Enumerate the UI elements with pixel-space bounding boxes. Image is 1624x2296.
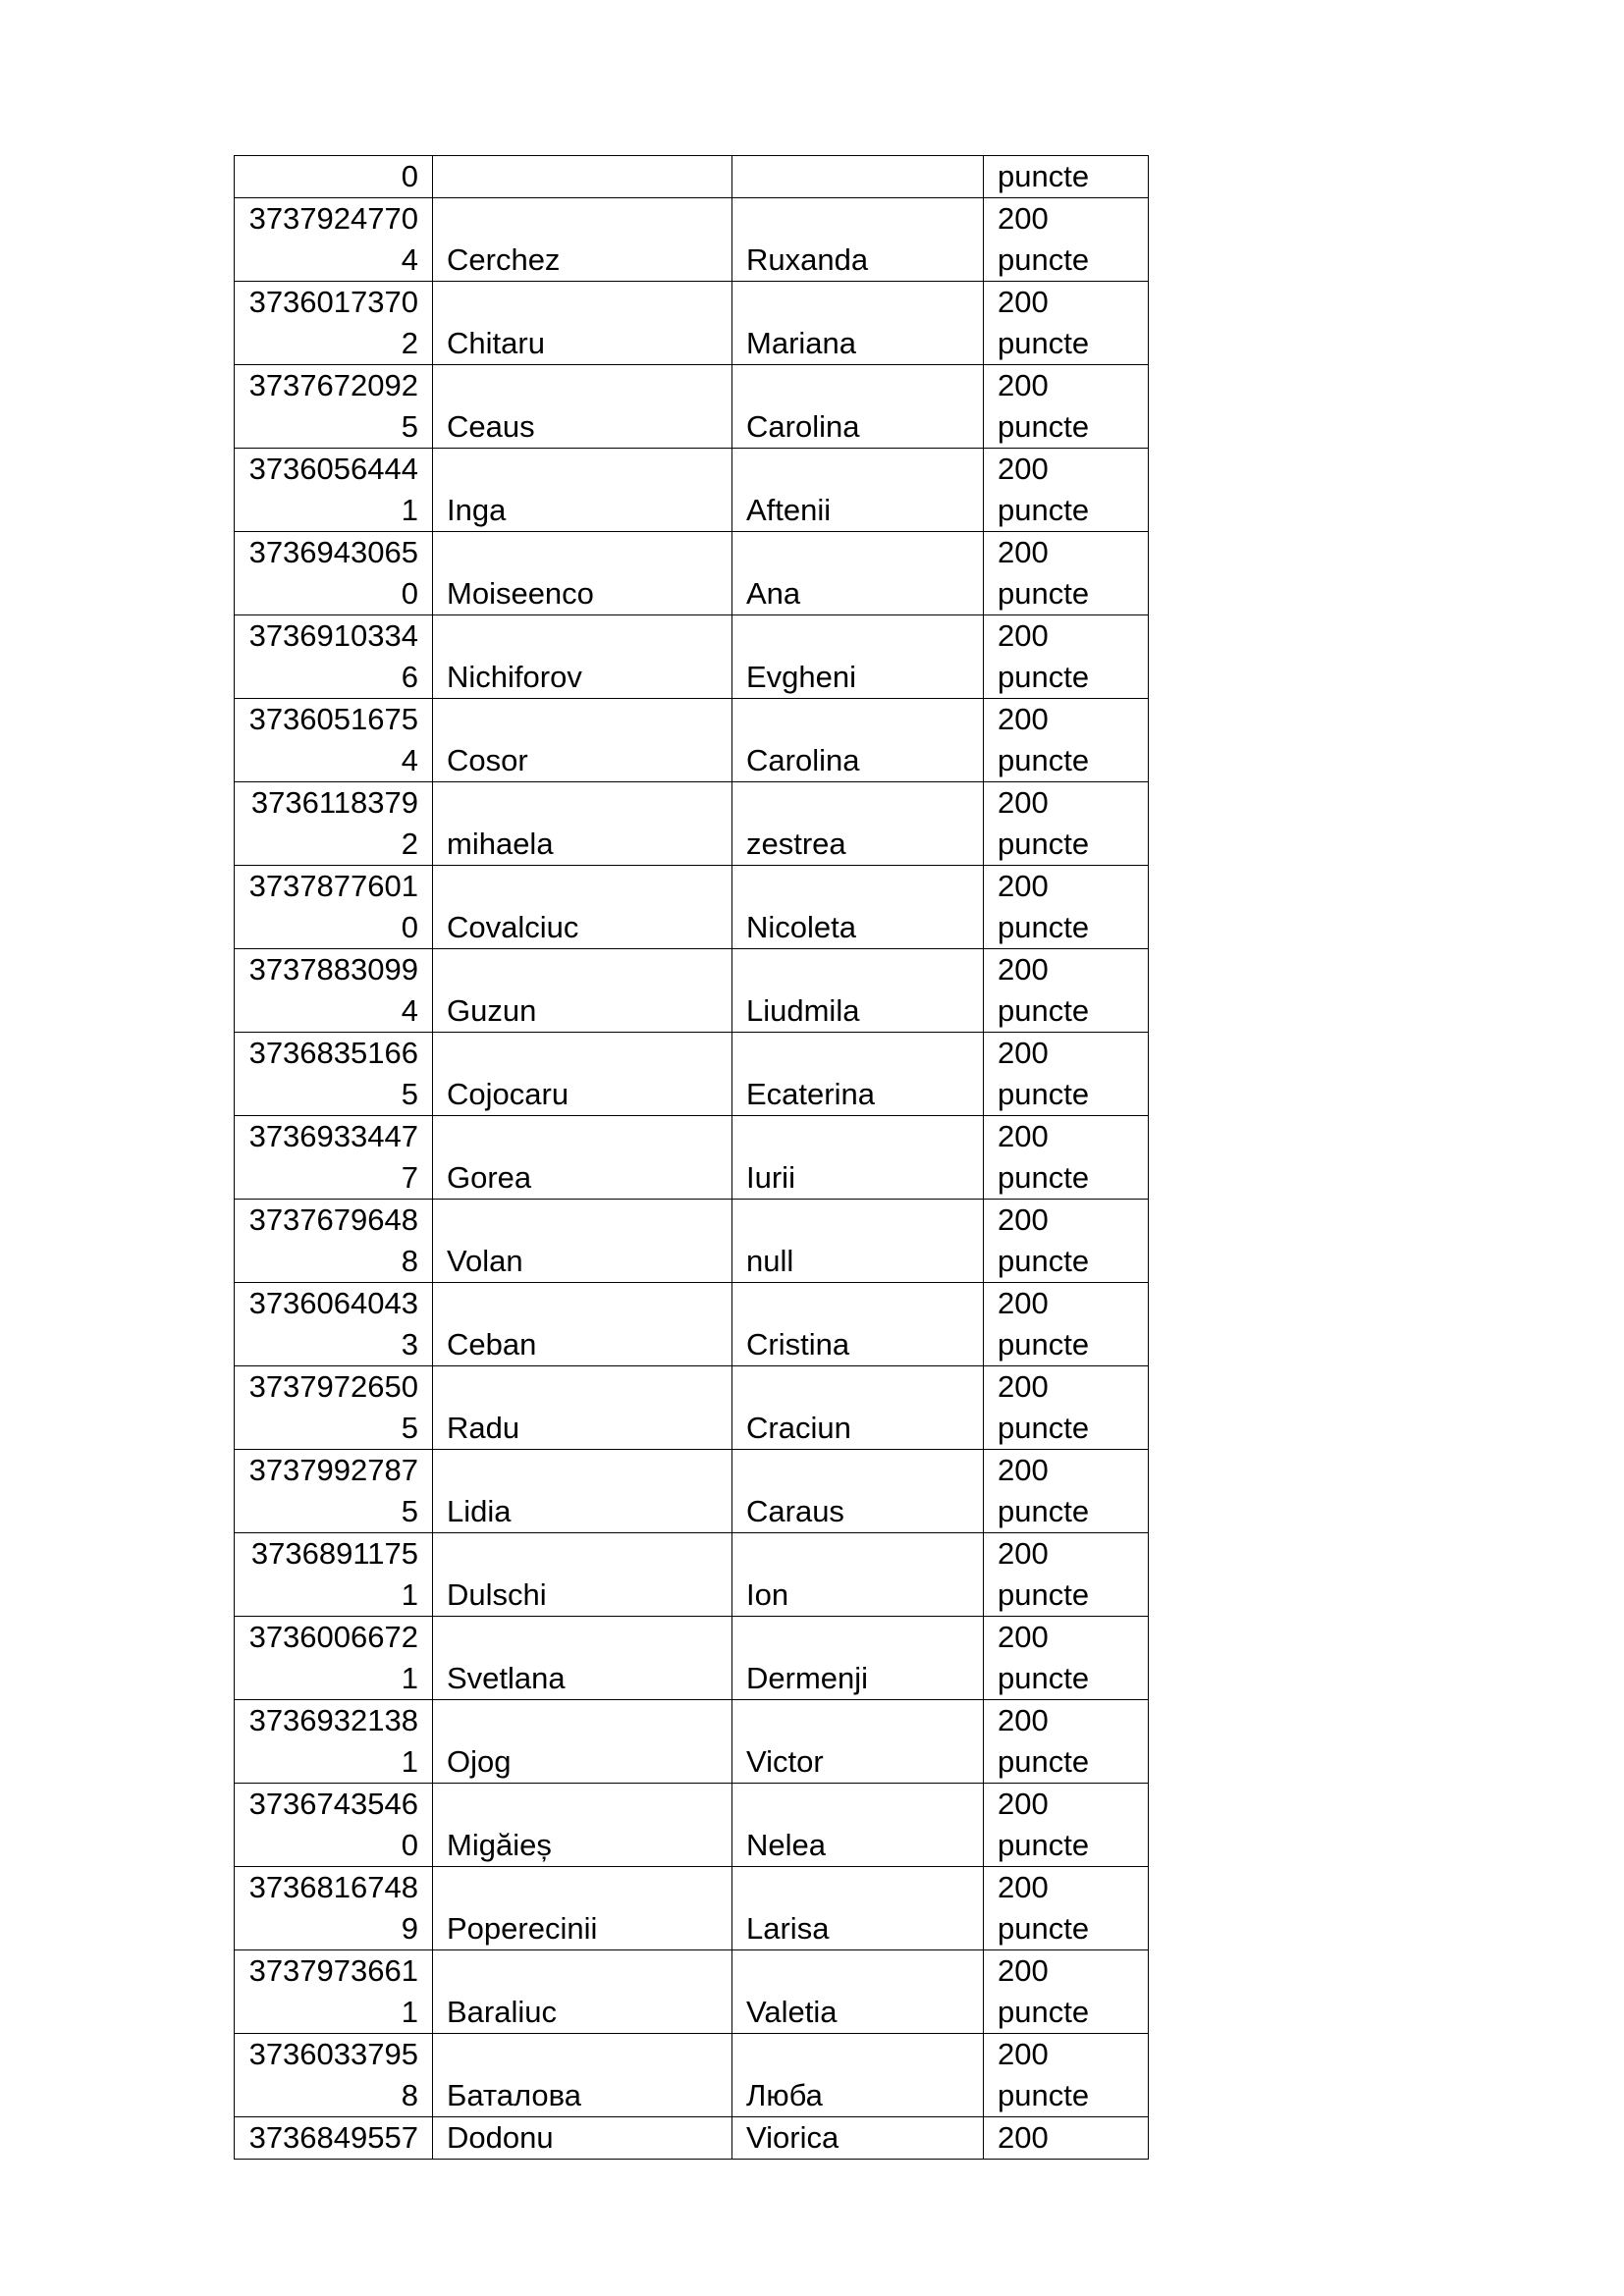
first-name-cell [732,449,984,532]
table-row [235,615,1149,699]
first-name-cell-text: Larisa [746,1911,830,1946]
points-cell-text: puncte [998,1327,1090,1362]
points-cell-text: 200 [998,702,1049,736]
table-row [235,198,1149,282]
first-name-cell [732,532,984,615]
phone-cell [235,1200,433,1283]
points-cell [984,2117,1149,2160]
first-name-cell [732,2034,984,2117]
points-cell [984,2034,1149,2117]
points-cell-text: puncte [998,1077,1090,1111]
last-name-cell [433,1366,732,1450]
table-row [235,532,1149,615]
points-cell [984,1533,1149,1617]
phone-cell [235,1283,433,1366]
points-cell-text: puncte [998,827,1090,861]
first-name-cell-text: Ecaterina [746,1077,875,1111]
points-cell-text: puncte [998,743,1090,777]
last-name-cell-text: Svetlana [447,1661,566,1695]
points-cell-text: 200 [998,1036,1049,1070]
table-row [235,1950,1149,2034]
first-name-cell [732,1283,984,1366]
table-row [235,1700,1149,1784]
phone-cell-text: 3737924770 [248,201,418,236]
phone-cell [235,949,433,1033]
points-cell [984,1033,1149,1116]
first-name-cell-text: zestrea [746,827,846,861]
phone-cell-text: 1 [401,1995,418,2029]
points-cell-text: puncte [998,1577,1090,1612]
phone-cell-text: 3736849557 [248,2120,418,2155]
phone-cell [235,532,433,615]
last-name-cell [433,1033,732,1116]
phone-cell-text: 3736943065 [248,535,418,569]
first-name-cell [732,1950,984,2034]
phone-cell [235,1950,433,2034]
phone-cell [235,866,433,949]
points-cell-text: puncte [998,493,1090,527]
last-name-cell [433,2117,732,2160]
phone-cell-text: 4 [401,993,418,1028]
phone-cell-text: 8 [401,2078,418,2112]
first-name-cell-text: Caraus [746,1494,844,1528]
phone-cell [235,2034,433,2117]
phone-cell-text: 1 [401,493,418,527]
phone-cell-text: 3736017370 [248,285,418,319]
table-row [235,282,1149,365]
points-cell-text: 200 [998,1870,1049,1904]
first-name-cell-text: Cristina [746,1327,850,1362]
phone-cell-text: 3737973661 [248,1953,418,1988]
table-row [235,1784,1149,1867]
phone-cell [235,2117,433,2160]
points-cell-text: 200 [998,952,1049,987]
first-name-cell [732,1366,984,1450]
last-name-cell-text: Баталова [447,2078,582,2112]
last-name-cell [433,1867,732,1950]
points-cell-text: puncte [998,242,1090,277]
last-name-cell-text: Baraliuc [447,1995,557,2029]
phone-cell-text: 2 [401,827,418,861]
points-cell-text: puncte [998,1494,1090,1528]
phone-cell-text: 1 [401,1577,418,1612]
last-name-cell [433,615,732,699]
points-cell [984,1617,1149,1700]
last-name-cell [433,1450,732,1533]
phone-cell [235,1450,433,1533]
table-row [235,1450,1149,1533]
phone-cell-text: 3737883099 [248,952,418,987]
points-cell-text: puncte [998,576,1090,611]
points-cell-text: 200 [998,1620,1049,1654]
phone-cell [235,1116,433,1200]
points-cell-text: puncte [998,1244,1090,1278]
last-name-cell [433,198,732,282]
first-name-cell [732,1867,984,1950]
points-cell [984,282,1149,365]
points-cell-text: 200 [998,869,1049,903]
points-cell-text: 200 [998,452,1049,486]
last-name-cell-text: Ceaus [447,409,535,444]
points-cell-text: puncte [998,2078,1090,2112]
table-row [235,1116,1149,1200]
points-cell [984,782,1149,866]
phone-cell-text: 8 [401,1244,418,1278]
last-name-cell-text: Inga [447,493,507,527]
first-name-cell-text: Nelea [746,1828,826,1862]
phone-cell [235,782,433,866]
last-name-cell [433,156,732,198]
table-row [235,949,1149,1033]
phone-cell-text: 3736064043 [248,1286,418,1320]
points-cell-text: puncte [998,910,1090,944]
phone-cell-text: 6 [401,660,418,694]
last-name-cell-text: Cerchez [447,242,561,277]
points-cell-text: puncte [998,1911,1090,1946]
first-name-cell [732,1200,984,1283]
last-name-cell-text: Ceban [447,1327,537,1362]
first-name-cell [732,1033,984,1116]
points-cell [984,198,1149,282]
last-name-cell-text: Dulschi [447,1577,547,1612]
phone-cell [235,699,433,782]
phone-cell-text: 2 [401,326,418,360]
first-name-cell-text: Valetia [746,1995,838,2029]
table-row [235,2034,1149,2117]
table-row [235,2117,1149,2160]
last-name-cell [433,949,732,1033]
phone-cell-text: 3736118379 [250,785,418,820]
phone-cell [235,1533,433,1617]
first-name-cell-text: Victor [746,1744,824,1779]
first-name-cell-text: Люба [746,2078,823,2112]
phone-cell-text: 3736743546 [248,1787,418,1821]
points-cell-text: 200 [998,1369,1049,1404]
first-name-cell [732,615,984,699]
points-cell-text: puncte [998,660,1090,694]
phone-cell [235,615,433,699]
phone-cell-text: 4 [401,242,418,277]
last-name-cell [433,1617,732,1700]
points-cell-text: 200 [998,1703,1049,1737]
points-cell-text: 200 [998,785,1049,820]
last-name-cell-text: Cosor [447,743,528,777]
first-name-cell-text: null [746,1244,794,1278]
table-row [235,365,1149,449]
points-cell-text: 200 [998,1286,1049,1320]
last-name-cell [433,449,732,532]
table-row [235,699,1149,782]
phone-cell [235,1617,433,1700]
points-cell-text: puncte [998,1411,1090,1445]
first-name-cell [732,365,984,449]
last-name-cell-text: mihaela [447,827,554,861]
last-name-cell-text: Guzun [447,993,537,1028]
points-cell-text: 200 [998,618,1049,653]
first-name-cell-text: Liudmila [746,993,860,1028]
first-name-cell [732,1784,984,1867]
last-name-cell-text: Cojocaru [447,1077,569,1111]
phone-cell [235,1700,433,1784]
points-cell [984,1700,1149,1784]
points-cell-text: puncte [998,1828,1090,1862]
points-cell-text: puncte [998,159,1090,193]
points-cell [984,1450,1149,1533]
points-cell [984,866,1149,949]
last-name-cell-text: Gorea [447,1160,532,1195]
phone-cell [235,198,433,282]
phone-cell [235,365,433,449]
first-name-cell-text: Aftenii [746,493,832,527]
table-row [235,1867,1149,1950]
points-cell-text: puncte [998,1661,1090,1695]
phone-cell-text: 0 [401,159,418,193]
points-cell-text: 200 [998,1787,1049,1821]
points-cell [984,615,1149,699]
first-name-cell [732,1533,984,1617]
last-name-cell [433,2034,732,2117]
phone-cell [235,1867,433,1950]
phone-cell [235,282,433,365]
phone-cell-text: 3736933447 [248,1119,418,1153]
phone-cell-text: 3736056444 [248,452,418,486]
last-name-cell [433,699,732,782]
first-name-cell-text: Viorica [746,2120,839,2155]
points-cell-text: 200 [998,1953,1049,1988]
first-name-cell [732,782,984,866]
table-row [235,782,1149,866]
points-cell [984,1950,1149,2034]
phone-cell-text: 1 [401,1744,418,1779]
first-name-cell-text: Carolina [746,743,860,777]
points-cell-text: puncte [998,1995,1090,2029]
table-row [235,866,1149,949]
phone-cell-text: 3737972650 [248,1369,418,1404]
phone-cell-text: 3736910334 [248,618,418,653]
phone-cell-text: 7 [401,1160,418,1195]
last-name-cell-text: Poperecinii [447,1911,598,1946]
last-name-cell [433,365,732,449]
first-name-cell-text: Evgheni [746,660,857,694]
phone-cell [235,449,433,532]
points-cell-text: puncte [998,326,1090,360]
points-cell [984,1366,1149,1450]
last-name-cell [433,866,732,949]
points-cell-text: puncte [998,1160,1090,1195]
phone-cell-text: 5 [401,1077,418,1111]
phone-cell-text: 3736891175 [250,1536,418,1571]
points-cell-text: 200 [998,1202,1049,1237]
phone-cell-text: 3736816748 [248,1870,418,1904]
last-name-cell-text: Moiseenco [447,576,594,611]
last-name-cell-text: Migăieș [447,1828,552,1862]
points-cell-text: puncte [998,409,1090,444]
phone-cell [235,1366,433,1450]
points-cell [984,699,1149,782]
phone-cell-text: 5 [401,1494,418,1528]
last-name-cell [433,1200,732,1283]
table-row [235,156,1149,198]
points-cell [984,156,1149,198]
points-cell-text: 200 [998,2120,1049,2155]
first-name-cell [732,282,984,365]
table-row [235,1366,1149,1450]
last-name-cell-text: Lidia [447,1494,512,1528]
phone-cell-text: 0 [401,1828,418,1862]
phone-cell-text: 3737877601 [248,869,418,903]
last-name-cell [433,282,732,365]
first-name-cell [732,866,984,949]
first-name-cell [732,1700,984,1784]
phone-cell-text: 0 [401,910,418,944]
last-name-cell-text: Volan [447,1244,523,1278]
first-name-cell-text: Craciun [746,1411,851,1445]
phone-cell-text: 3736835166 [248,1036,418,1070]
last-name-cell [433,1950,732,2034]
last-name-cell [433,1283,732,1366]
first-name-cell-text: Nicoleta [746,910,856,944]
first-name-cell-text: Carolina [746,409,860,444]
points-cell [984,949,1149,1033]
last-name-cell [433,532,732,615]
phone-cell-text: 3736932138 [248,1703,418,1737]
phone-cell [235,1784,433,1867]
points-cell [984,365,1149,449]
points-cell-text: puncte [998,1744,1090,1779]
first-name-cell-text: Ion [746,1577,789,1612]
first-name-cell [732,2117,984,2160]
phone-cell-text: 3736006672 [248,1620,418,1654]
last-name-cell [433,1533,732,1617]
last-name-cell-text: Dodonu [447,2120,554,2155]
first-name-cell [732,949,984,1033]
last-name-cell [433,1784,732,1867]
last-name-cell-text: Radu [447,1411,520,1445]
first-name-cell-text: Iurii [746,1160,795,1195]
first-name-cell [732,156,984,198]
points-cell [984,1200,1149,1283]
last-name-cell-text: Ojog [447,1744,512,1779]
last-name-cell-text: Nichiforov [447,660,582,694]
points-cell-text: puncte [998,993,1090,1028]
first-name-cell [732,699,984,782]
last-name-cell [433,782,732,866]
table-row [235,1283,1149,1366]
phone-cell-text: 3736033795 [248,2037,418,2071]
last-name-cell [433,1700,732,1784]
phone-cell-text: 3737992787 [248,1453,418,1487]
points-cell [984,449,1149,532]
phone-cell [235,1033,433,1116]
table-row [235,449,1149,532]
first-name-cell [732,1116,984,1200]
phone-cell-text: 0 [401,576,418,611]
points-cell [984,1784,1149,1867]
phone-cell-text: 3736051675 [248,702,418,736]
first-name-cell-text: Dermenji [746,1661,869,1695]
phone-cell-text: 5 [401,409,418,444]
points-cell-text: 200 [998,201,1049,236]
first-name-cell-text: Ana [746,576,801,611]
phone-cell-text: 3737679648 [248,1202,418,1237]
phone-cell-text: 3737672092 [248,368,418,402]
first-name-cell [732,1450,984,1533]
points-table-body [235,156,1149,2160]
points-cell [984,1116,1149,1200]
phone-cell-text: 5 [401,1411,418,1445]
phone-cell-text: 9 [401,1911,418,1946]
points-cell-text: 200 [998,285,1049,319]
first-name-cell [732,198,984,282]
table-row [235,1617,1149,1700]
points-cell [984,1283,1149,1366]
points-table [234,155,1149,2160]
points-cell-text: 200 [998,1119,1049,1153]
table-row [235,1033,1149,1116]
phone-cell-text: 1 [401,1661,418,1695]
first-name-cell-text: Ruxanda [746,242,869,277]
points-cell-text: 200 [998,2037,1049,2071]
table-row [235,1200,1149,1283]
points-cell-text: 200 [998,1536,1049,1571]
first-name-cell [732,1617,984,1700]
points-cell [984,532,1149,615]
points-cell-text: 200 [998,1453,1049,1487]
phone-cell [235,156,433,198]
phone-cell-text: 4 [401,743,418,777]
points-cell [984,1867,1149,1950]
last-name-cell-text: Covalciuc [447,910,579,944]
phone-cell-text: 3 [401,1327,418,1362]
points-cell-text: 200 [998,535,1049,569]
points-cell-text: 200 [998,368,1049,402]
first-name-cell-text: Mariana [746,326,856,360]
table-row [235,1533,1149,1617]
last-name-cell [433,1116,732,1200]
last-name-cell-text: Chitaru [447,326,545,360]
